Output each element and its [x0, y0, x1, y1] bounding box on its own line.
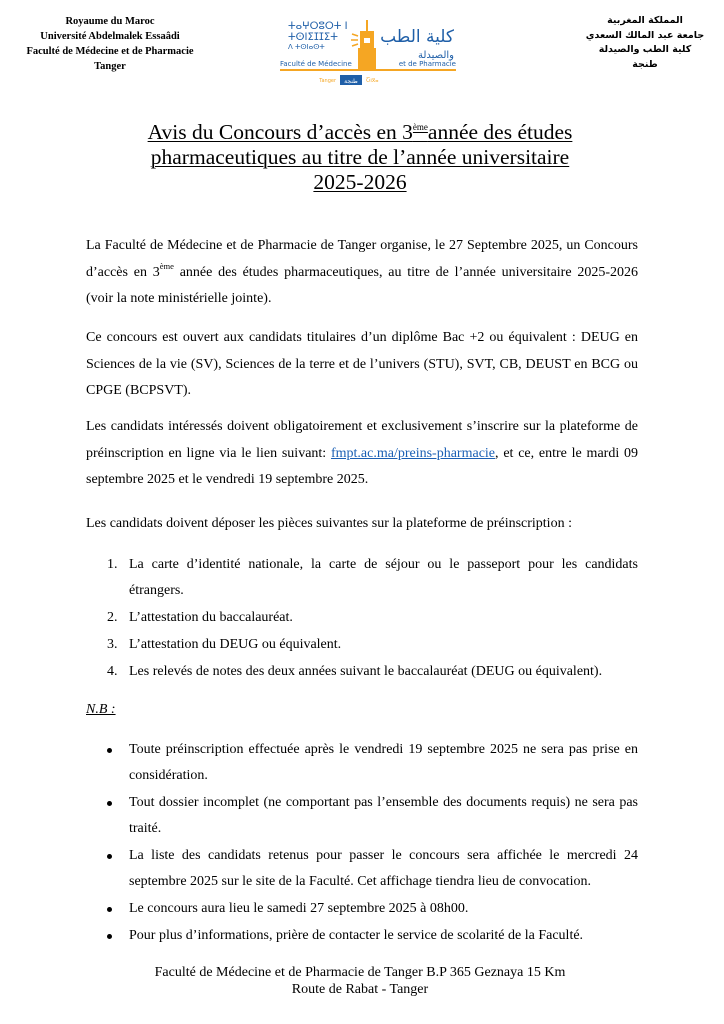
- list-number: 1.: [107, 557, 118, 572]
- title-line3: 2025-2026: [313, 170, 407, 194]
- documents-intro: Les candidats doivent déposer les pièces suivantes sur la plateforme de préinscription :: [86, 516, 572, 531]
- logo-tifinagh-line: ⴷ ⵜⵙⵏⴰⵙⵜ: [288, 43, 325, 51]
- bullet-icon: [107, 748, 112, 753]
- header-left-institution: [10, 14, 210, 74]
- logo-tifinagh-line: ⵜⴰⵖⵔⵓⵔⵜ ⵏ: [288, 21, 348, 32]
- documents-list: [100, 552, 638, 686]
- preinscription-link[interactable]: fmpt.ac.ma/preins-pharmacie: [330, 445, 496, 461]
- header-left-line: Université Abdelmalek Essaâdi: [40, 31, 180, 42]
- note-text: La liste des candidats retenus pour passer le concours sera affichée le mercredi 24 septembre 2025 sur le site de la Faculté. Cet affichage tiendra lieu de convocation.: [129, 848, 638, 889]
- bullet-icon: [107, 907, 112, 912]
- header-right-line: المملكة المغربية: [607, 15, 683, 26]
- list-item: [100, 605, 638, 631]
- header-right-line: كلية الطب والصيدلة: [598, 44, 692, 55]
- footer-line: Route de Rabat - Tanger: [291, 982, 429, 997]
- title-part1: Avis du Concours d’accès en 3: [147, 120, 413, 144]
- header-left-line: Royaume du Maroc: [65, 16, 155, 27]
- tower-icon: [351, 20, 376, 70]
- header-right-line: جامعة عبد المالك السعدي: [585, 29, 705, 41]
- logo-pharmacie-text: et de Pharmacie: [398, 60, 456, 68]
- note-text: Toute préinscription effectuée après le vendredi 19 septembre 2025 ne sera pas prise en considération.: [129, 742, 638, 783]
- list-text: L’attestation du DEUG ou équivalent.: [129, 637, 342, 652]
- eligibility-paragraph: Ce concours est ouvert aux candidats titulaires d’un diplôme Bac +2 ou équivalent : DEUG en Sciences de la vie (SV), Sciences de la terre et de l’univers (STU), SVT, CB, DEUST en BCG ou CPGE (BCPSVT).: [86, 330, 638, 398]
- header-left-line: Tanger: [94, 61, 126, 72]
- footer-line: Faculté de Médecine et de Pharmacie de Tanger B.P 365 Geznaya 15 Km: [154, 965, 566, 980]
- intro-text: La Faculté de Médecine et de Pharmacie de Tanger organise, le 27 Septembre 2025, un Concours d’accès en 3: [86, 238, 638, 280]
- logo-tifinagh-line: ⵜⵙⵏⵉⵊⵊⵉⵜ: [288, 32, 338, 43]
- note-text: Pour plus d’informations, prière de contacter le service de scolarité de la Faculté.: [129, 928, 584, 943]
- list-item: [100, 552, 638, 604]
- logo-city-badge-text: طنجة: [344, 78, 358, 85]
- note-text: Le concours aura lieu le samedi 27 septembre 2025 à 08h00.: [129, 901, 469, 916]
- note-item: [100, 737, 638, 789]
- footer-address: [100, 964, 620, 998]
- title-line2: pharmaceutiques au titre de l’année universitaire: [150, 145, 570, 169]
- bullet-icon: [107, 801, 112, 806]
- registration-text-cont: , et ce, entre le mardi 09 septembre 2025 et le vendredi 19 septembre 2025.: [86, 445, 638, 487]
- note-item: [100, 896, 638, 922]
- logo-faculty-text: Faculté de Médecine: [280, 60, 352, 68]
- note-item: [100, 843, 638, 895]
- logo-arabic-line: كلية الطب: [380, 27, 454, 47]
- intro-paragraph: [86, 233, 638, 313]
- header-right-line: طنجة: [632, 58, 658, 70]
- title-sup: ème: [412, 122, 428, 132]
- list-item: [100, 632, 638, 658]
- header-left-line: Faculté de Médecine et de Pharmacie: [26, 46, 194, 57]
- bullet-icon: [107, 854, 112, 859]
- title-part2: année des études: [427, 120, 573, 144]
- header-right-institution: [580, 14, 710, 72]
- nb-label: N.B :: [86, 702, 116, 717]
- list-text: L’attestation du baccalauréat.: [129, 610, 293, 625]
- list-item: [100, 659, 638, 685]
- list-number: 3.: [107, 637, 118, 652]
- intro-sup: ème: [159, 260, 174, 271]
- registration-paragraph: [86, 414, 638, 494]
- list-text: Les relevés de notes des deux années suivant le baccalauréat (DEUG ou équivalent).: [129, 664, 603, 679]
- notes-list: [100, 737, 638, 950]
- registration-text: Les candidats intéressés doivent obligatoirement et exclusivement s’inscrire sur la plateforme de préinscription en ligne via le lien suivant:: [86, 419, 638, 461]
- document-title: [110, 120, 610, 195]
- list-number: 4.: [107, 664, 118, 679]
- note-item: [100, 790, 638, 842]
- list-text: La carte d’identité nationale, la carte de séjour ou le passeport pour les candidats étrangers.: [129, 557, 638, 598]
- bullet-icon: [107, 934, 112, 939]
- intro-text-cont: année des études pharmaceutiques, au titre de l’année universitaire 2025-2026 (voir la note ministérielle jointe).: [86, 264, 638, 306]
- logo-city-text: Ⴀⵏⴳⴰ: [366, 78, 379, 84]
- logo-arabic-line: والصيدلة: [417, 50, 454, 61]
- note-item: [100, 923, 638, 949]
- faculty-logo: [278, 18, 458, 96]
- list-number: 2.: [107, 610, 118, 625]
- logo-city-text: Tanger: [319, 78, 336, 84]
- note-text: Tout dossier incomplet (ne comportant pas l’ensemble des documents requis) ne sera pas traité.: [129, 795, 638, 836]
